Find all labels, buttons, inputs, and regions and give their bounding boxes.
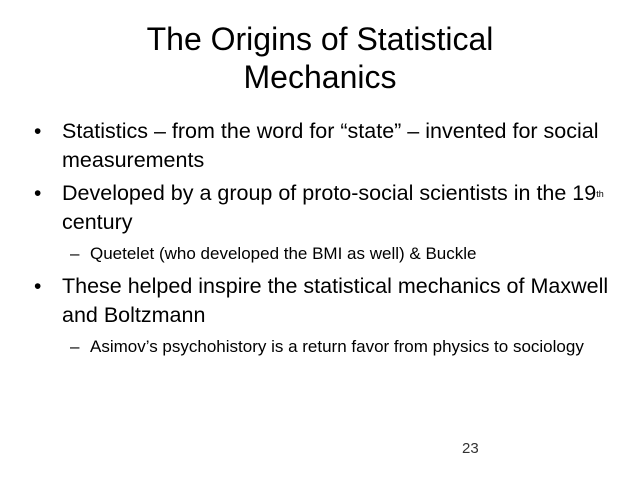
sub-bullet-text: Quetelet (who developed the BMI as well) & Buckle — [90, 244, 477, 263]
bullet-item — [34, 117, 614, 175]
bullet-item — [34, 179, 614, 237]
slide-title — [0, 20, 640, 96]
bullet-marker: • — [34, 120, 42, 143]
page-number: 23 — [462, 440, 479, 457]
title-line-1: The Origins of Statistical — [146, 21, 494, 57]
sub-bullet-text: Asimov’s psychohistory is a return favor from physics to sociology — [90, 337, 584, 356]
superscript: th — [596, 189, 604, 199]
bullet-text: Statistics – from the word for “state” – invented for social measurements — [62, 119, 599, 172]
sub-bullet-item — [34, 241, 614, 267]
sub-bullet-marker: – — [70, 244, 80, 263]
bullet-list — [34, 117, 614, 365]
bullet-marker: • — [34, 182, 42, 205]
sub-bullet-item — [34, 334, 614, 360]
bullet-text-continued: century — [62, 210, 133, 234]
bullet-marker: • — [34, 275, 42, 298]
title-line-2: Mechanics — [243, 59, 397, 95]
bullet-text: Developed by a group of proto-social scientists in the 19 — [62, 181, 597, 205]
bullet-text: These helped inspire the statistical mechanics of Maxwell and Boltzmann — [62, 274, 609, 327]
sub-bullet-marker: – — [70, 337, 80, 356]
bullet-item — [34, 272, 614, 330]
